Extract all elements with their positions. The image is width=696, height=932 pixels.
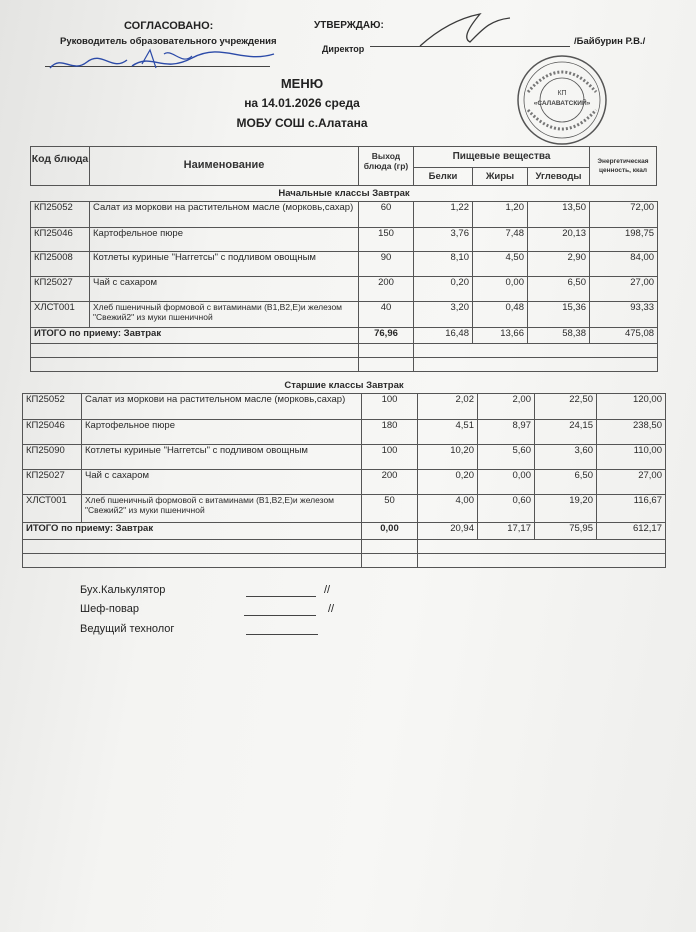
cell-carbs: 6,50: [535, 470, 597, 495]
cell-carbs: 24,15: [535, 420, 597, 445]
cell-proteins: 3,20: [414, 302, 473, 328]
total-yield: 76,96: [359, 328, 414, 344]
table-row: [23, 495, 666, 523]
col-header-carbs: Углеводы: [527, 167, 590, 186]
col-header-nutrients: Пищевые вещества: [413, 146, 590, 168]
cell-energy: 120,00: [597, 394, 666, 420]
col-header-energy: Энергетическая ценность, ккал: [589, 146, 657, 186]
cell-proteins: 2,02: [418, 394, 478, 420]
table-row: [31, 252, 658, 277]
cell-energy: 116,67: [597, 495, 666, 523]
cell-fats: 7,48: [473, 228, 528, 252]
cell-energy: 27,00: [590, 277, 658, 302]
cell-energy: 198,75: [590, 228, 658, 252]
total-row: [23, 523, 666, 540]
cell-yield: 150: [359, 228, 414, 252]
cell-yield: 90: [359, 252, 414, 277]
cell-name: Салат из моркови на растительном масле (морковь,сахар): [82, 394, 362, 420]
cell-name: Салат из моркови на растительном масле (морковь,сахар): [90, 202, 359, 228]
table-row: [23, 445, 666, 470]
total-carbs: 58,38: [528, 328, 590, 344]
cell-name: Котлеты куриные "Наггетсы" с подливом овощным: [82, 445, 362, 470]
empty-row: [23, 554, 666, 568]
cell-yield: 200: [359, 277, 414, 302]
table-row: [23, 420, 666, 445]
cell-fats: 0,00: [473, 277, 528, 302]
school-name: МОБУ СОШ с.Алатана: [236, 116, 368, 130]
cell-energy: 238,50: [597, 420, 666, 445]
accountant-slashes: //: [324, 584, 331, 596]
cell-code: КП25008: [31, 252, 90, 277]
cell-yield: 100: [362, 394, 418, 420]
cell-proteins: 4,00: [418, 495, 478, 523]
technologist-label: Ведущий технолог: [80, 623, 175, 635]
cell-code: ХЛСТ001: [23, 495, 82, 523]
total-label: ИТОГО по приему: Завтрак: [31, 328, 359, 344]
cell-proteins: 3,76: [414, 228, 473, 252]
chef-signature-line: [244, 615, 316, 616]
cell-fats: 4,50: [473, 252, 528, 277]
cell-code: КП25046: [23, 420, 82, 445]
technologist-signature-line: [246, 634, 318, 635]
cell-yield: 60: [359, 202, 414, 228]
menu-title: МЕНЮ: [280, 76, 324, 91]
cell-code: КП25090: [23, 445, 82, 470]
accountant-signature-line: [246, 596, 316, 597]
cell-carbs: 2,90: [528, 252, 590, 277]
total-fats: 13,66: [473, 328, 528, 344]
approved-role: Руководитель образовательного учреждения: [60, 36, 277, 47]
cell-fats: 0,48: [473, 302, 528, 328]
stamp-center-text: КП: [557, 90, 567, 97]
cell-carbs: 20,13: [528, 228, 590, 252]
cell-energy: 84,00: [590, 252, 658, 277]
cell-energy: 27,00: [597, 470, 666, 495]
junior-section-caption: Начальные классы Завтрак: [31, 186, 658, 202]
total-yield: 0,00: [362, 523, 418, 540]
total-energy: 475,08: [590, 328, 658, 344]
cell-code: КП25052: [23, 394, 82, 420]
cell-carbs: 15,36: [528, 302, 590, 328]
confirm-role: Директор: [322, 44, 365, 54]
col-header-code: Код блюда: [30, 146, 90, 186]
confirm-title: УТВЕРЖДАЮ:: [314, 20, 384, 31]
chef-label: Шеф-повар: [80, 603, 139, 615]
cell-proteins: 0,20: [414, 277, 473, 302]
senior-section-caption: Старшие классы Завтрак: [23, 378, 666, 394]
cell-yield: 200: [362, 470, 418, 495]
table-row: [23, 394, 666, 420]
total-fats: 17,17: [478, 523, 535, 540]
cell-carbs: 19,20: [535, 495, 597, 523]
cell-proteins: 4,51: [418, 420, 478, 445]
senior-breakfast-table: [22, 378, 666, 568]
cell-code: КП25027: [31, 277, 90, 302]
cell-carbs: 13,50: [528, 202, 590, 228]
cell-energy: 110,00: [597, 445, 666, 470]
table-row: [23, 470, 666, 495]
director-signature-icon: [410, 8, 530, 54]
cell-name: Хлеб пшеничный формовой с витаминами (В1,В2,Е)и железом "Свежий2" из муки пшеничной: [82, 495, 362, 523]
empty-row: [31, 358, 658, 372]
cell-fats: 0,00: [478, 470, 535, 495]
cell-code: КП25052: [31, 202, 90, 228]
approver-signature-icon: [42, 44, 282, 78]
cell-proteins: 0,20: [418, 470, 478, 495]
total-carbs: 75,95: [535, 523, 597, 540]
cell-fats: 0,60: [478, 495, 535, 523]
cell-carbs: 3,60: [535, 445, 597, 470]
cell-proteins: 1,22: [414, 202, 473, 228]
table-row: [31, 202, 658, 228]
cell-code: КП25046: [31, 228, 90, 252]
cell-carbs: 22,50: [535, 394, 597, 420]
col-header-yield: Выход блюда (гр): [358, 146, 414, 186]
junior-breakfast-table: [30, 186, 658, 372]
table-row: [31, 302, 658, 328]
cell-yield: 40: [359, 302, 414, 328]
table-row: [31, 277, 658, 302]
stamp-name: «САЛАВАТСКИЙ»: [533, 100, 591, 107]
director-name: /Байбурин Р.В./: [574, 36, 646, 47]
cell-yield: 100: [362, 445, 418, 470]
col-header-proteins: Белки: [413, 167, 473, 186]
chef-slashes: //: [328, 603, 335, 615]
cell-energy: 72,00: [590, 202, 658, 228]
menu-date: на 14.01.2026 среда: [244, 96, 360, 110]
cell-carbs: 6,50: [528, 277, 590, 302]
cell-yield: 180: [362, 420, 418, 445]
cell-fats: 8,97: [478, 420, 535, 445]
cell-energy: 93,33: [590, 302, 658, 328]
cell-name: Хлеб пшеничный формовой с витаминами (В1,В2,Е)и железом "Свежий2" из муки пшеничной: [90, 302, 359, 328]
cell-proteins: 8,10: [414, 252, 473, 277]
official-stamp: [514, 52, 610, 148]
col-header-fats: Жиры: [472, 167, 528, 186]
accountant-label: Бух.Калькулятор: [80, 584, 166, 596]
cell-name: Картофельное пюре: [90, 228, 359, 252]
approved-title: СОГЛАСОВАНО:: [124, 20, 214, 32]
total-energy: 612,17: [597, 523, 666, 540]
cell-name: Картофельное пюре: [82, 420, 362, 445]
cell-code: ХЛСТ001: [31, 302, 90, 328]
total-proteins: 16,48: [414, 328, 473, 344]
cell-name: Чай с сахаром: [82, 470, 362, 495]
cell-fats: 5,60: [478, 445, 535, 470]
cell-fats: 1,20: [473, 202, 528, 228]
col-header-name: Наименование: [89, 146, 359, 186]
cell-yield: 50: [362, 495, 418, 523]
cell-name: Чай с сахаром: [90, 277, 359, 302]
cell-fats: 2,00: [478, 394, 535, 420]
cell-code: КП25027: [23, 470, 82, 495]
total-proteins: 20,94: [418, 523, 478, 540]
empty-row: [23, 540, 666, 554]
total-row: [31, 328, 658, 344]
cell-name: Котлеты куриные "Наггетсы" с подливом овощным: [90, 252, 359, 277]
cell-proteins: 10,20: [418, 445, 478, 470]
table-row: [31, 228, 658, 252]
total-label: ИТОГО по приему: Завтрак: [23, 523, 362, 540]
empty-row: [31, 344, 658, 358]
